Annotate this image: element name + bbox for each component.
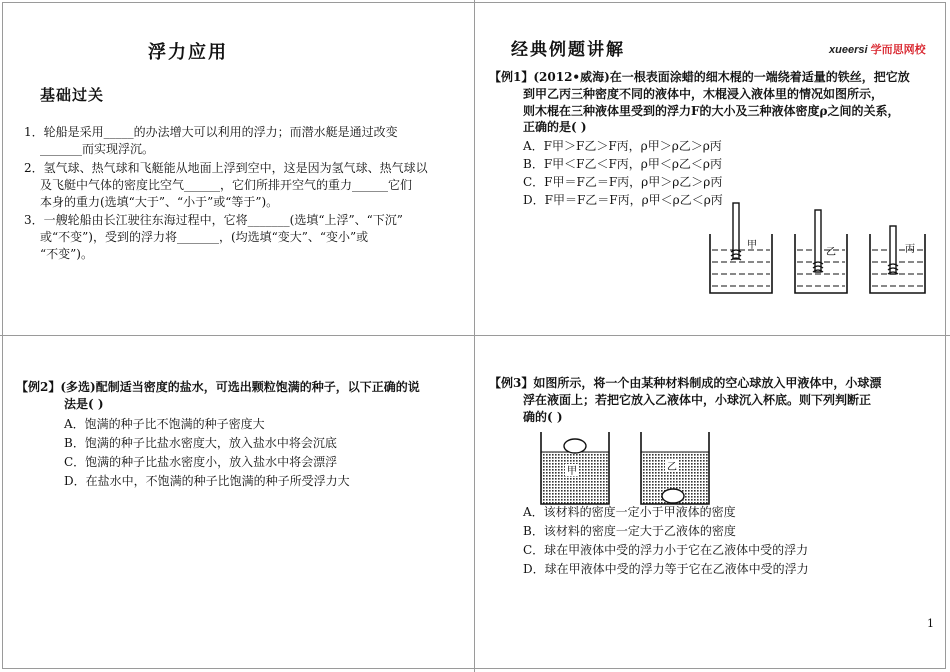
question-2-line-3: 本身的重力(选填“大于”、“小于”或“等于”)。: [40, 195, 279, 209]
slide-title: 浮力应用: [148, 42, 228, 63]
slide-basic-practice: [0, 0, 475, 336]
slide-example-2: [0, 336, 475, 672]
example-2-option-c: C．饱满的种子比盐水密度小，放入盐水中将会漂浮: [64, 455, 338, 469]
example-1-stem-line-4: 正确的是( ): [523, 120, 587, 134]
example-3-stem-line-2: 浮在液面上；若把它放入乙液体中，小球沉入杯底。则下列判断正: [523, 393, 872, 407]
example-3-option-c: C．球在甲液体中受的浮力小于它在乙液体中受的浮力: [523, 543, 809, 557]
example-2-option-b: B．饱满的种子比盐水密度大，放入盐水中将会沉底: [64, 436, 337, 450]
example-3-option-a: A．该材料的密度一定小于甲液体的密度: [523, 505, 736, 519]
slide-example-3: [475, 336, 950, 672]
example-1-stem-line-2: 到甲乙丙三种密度不同的液体中，木棍浸入液体里的情况如图所示，: [523, 87, 884, 101]
floating-ball: [564, 439, 586, 453]
beaker-jia-label: 甲: [747, 240, 757, 251]
section-heading: 基础过关: [40, 86, 105, 104]
beaker-yi: [795, 210, 847, 293]
beaker-yi-label: 乙: [826, 247, 836, 258]
beaker-jia-label: 甲: [567, 466, 577, 477]
example-3-stem-line-1: 【例3】如图所示，将一个由某种材料制成的空心球放入甲液体中，小球漂: [489, 376, 882, 390]
beaker-yi-label: 乙: [667, 462, 677, 473]
beaker-bing: [870, 226, 925, 293]
example-2-option-d: D．在盐水中，不饱满的种子比饱满的种子所受浮力大: [64, 474, 350, 488]
question-3-line-3: “不变”)。: [40, 247, 93, 261]
example-2-stem-line-1: 【例2】(多选)配制适当密度的盐水，可选出颗粒饱满的种子，以下正确的说: [16, 380, 420, 394]
example-1-stem-line-3: 则木棍在三种液体里受到的浮力F的大小及三种液体密度ρ之间的关系，: [523, 104, 900, 118]
page-number: 1: [927, 617, 934, 630]
beaker-bing-label: 丙: [905, 244, 915, 255]
example-1-option-d: D．F甲＝F乙＝F丙，ρ甲＜ρ乙＜ρ丙: [523, 193, 723, 207]
example-1-option-c: C．F甲＝F乙＝F丙，ρ甲＞ρ乙＞ρ丙: [523, 175, 723, 189]
example-2-stem-line-2: 法是( ): [64, 397, 104, 411]
question-1-line-1: 1．轮船是采用_____的办法增大可以利用的浮力；而潜水艇是通过改变: [24, 125, 398, 139]
logo-chinese: 学而思网校: [870, 44, 926, 56]
example-2-option-a: A．饱满的种子比不饱满的种子密度大: [64, 417, 265, 431]
two-beakers-figure: [537, 430, 737, 512]
example-3-option-b: B．该材料的密度一定大于乙液体的密度: [523, 524, 736, 538]
slide-example-1: [475, 0, 950, 336]
example-3-stem-line-3: 确的( ): [523, 410, 563, 424]
example-1-stem-line-1: 【例1】(2012•威海)在一根表面涂蜡的细木棍的一端绕着适量的铁丝，把它放: [489, 70, 910, 84]
question-3-line-2: 或“不变”)，受到的浮力将_______，(均选填“变大”、“变小”或: [40, 230, 369, 244]
example-1-option-b: B．F甲＜F乙＜F丙，ρ甲＜ρ乙＜ρ丙: [523, 157, 722, 171]
sunken-ball: [662, 489, 684, 503]
logo-latin: xueersi: [829, 44, 868, 56]
slide-title: 经典例题讲解: [511, 40, 625, 60]
beaker-jia: [541, 432, 609, 504]
brand-logo: [829, 41, 926, 57]
beaker-jia: [710, 203, 772, 293]
question-1-line-2: _______而实现浮沉。: [40, 142, 155, 156]
question-2-line-2: 及飞艇中气体的密度比空气______，它们所排开空气的重力______它们: [40, 178, 413, 192]
example-1-option-a: A．F甲＞F乙＞F丙，ρ甲＞ρ乙＞ρ丙: [523, 139, 722, 153]
beaker-yi: [641, 432, 709, 504]
example-3-option-d: D．球在甲液体中受的浮力等于它在乙液体中受的浮力: [523, 562, 809, 576]
question-3-line-1: 3．一艘轮船由长江驶往东海过程中，它将_______(选填“上浮”、“下沉”: [24, 213, 403, 227]
question-2-line-1: 2．氢气球、热气球和飞艇能从地面上浮到空中，这是因为氢气球、热气球以: [24, 161, 428, 175]
three-beakers-figure: [707, 200, 947, 300]
